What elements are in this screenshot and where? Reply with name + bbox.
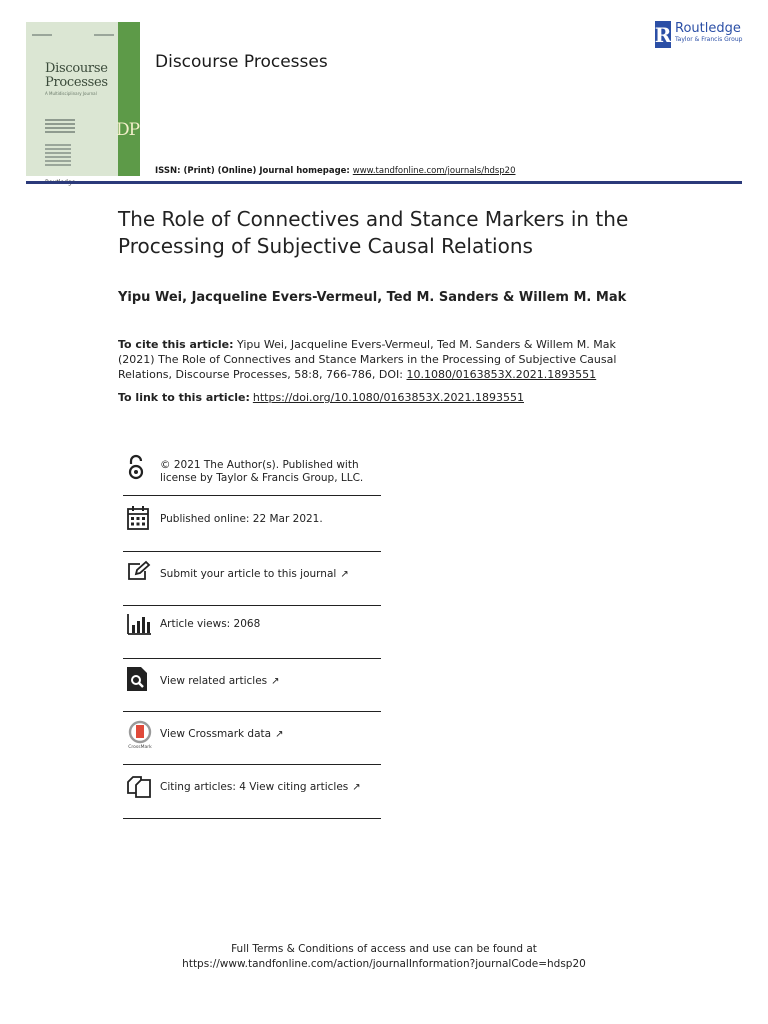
published-date: Published online: 22 Mar 2021. [160, 513, 323, 525]
svg-text:CrossMark: CrossMark [128, 745, 152, 750]
terms-url[interactable]: https://www.tandfonline.com/action/journalInformation?journalCode=hdsp20 [182, 958, 586, 970]
issn-label: ISSN: (Print) (Online) Journal homepage: [155, 166, 353, 176]
related-row[interactable] [123, 659, 381, 712]
citing-row[interactable] [123, 765, 381, 819]
article-title: The Role of Connectives and Stance Markers in the Processing of Subjective Causal Relations [118, 207, 629, 258]
cover-text-lines [45, 119, 75, 135]
article-url-link[interactable]: https://doi.org/10.1080/0163853X.2021.1893551 [252, 391, 524, 404]
cover-editor-lines [45, 144, 71, 168]
citation-block [118, 337, 638, 382]
routledge-r-icon: R [654, 22, 672, 47]
crossmark-link[interactable]: View Crossmark data [160, 728, 272, 740]
publisher-logo [655, 21, 742, 48]
article-views: Article views: 2068 [160, 618, 261, 630]
doi-link[interactable]: 10.1080/0163853X.2021.1893551 [406, 368, 597, 381]
related-search-icon [127, 667, 147, 695]
edit-icon [127, 561, 151, 585]
cover-stripe [118, 22, 140, 176]
license-line1: © 2021 The Author(s). Published with [160, 459, 359, 471]
article-authors: Yipu Wei, Jacqueline Evers-Vermeul, Ted M. Sanders & Willem M. Mak [118, 290, 627, 305]
license-line2: license by Taylor & Francis Group, LLC. [160, 472, 364, 484]
header-divider [26, 181, 742, 184]
external-link-icon: ↗ [271, 676, 280, 687]
crossmark-row[interactable] [123, 712, 381, 765]
citing-documents-icon [127, 776, 151, 802]
views-row [123, 606, 381, 659]
citing-articles-link[interactable]: Citing articles: 4 View citing articles [160, 781, 349, 793]
link-label: To link to this article: [118, 391, 250, 404]
submit-link[interactable]: Submit your article to this journal [160, 568, 337, 580]
external-link-icon: ↗ [340, 569, 349, 580]
open-access-icon [127, 455, 145, 485]
publisher-name: Routledge [675, 21, 741, 36]
cover-subtitle: A Multidisciplinary Journal [45, 91, 97, 96]
submit-row[interactable] [123, 552, 381, 606]
cover-monogram: DP [116, 120, 140, 140]
cover-top-marks [32, 34, 114, 36]
journal-homepage-link[interactable]: www.tandfonline.com/journals/hdsp20 [352, 166, 516, 176]
cite-text: Yipu Wei, Jacqueline Evers-Vermeul, Ted M. Sanders & Willem M. Mak (2021) The Role of Connectives and Stance Markers in the Processing of Subjective Causal Relations, Discourse Processes, 58:8, 766-786, DOI: [118, 338, 617, 381]
license-row [123, 448, 381, 496]
external-link-icon: ↗ [275, 729, 284, 740]
published-row [123, 496, 381, 552]
terms-footer [0, 942, 768, 972]
article-info-list [123, 448, 381, 819]
link-block [118, 391, 524, 404]
external-link-icon: ↗ [352, 782, 361, 793]
bar-chart-icon [127, 613, 151, 639]
journal-name: Discourse Processes [155, 52, 328, 72]
publisher-tagline: Taylor & Francis Group [675, 36, 743, 43]
cite-label: To cite this article: [118, 338, 234, 351]
issn-line [155, 166, 516, 176]
related-articles-link[interactable]: View related articles [160, 675, 268, 687]
cover-title: Discourse Processes [45, 61, 108, 90]
journal-cover-image [26, 22, 140, 176]
calendar-icon [127, 506, 149, 534]
crossmark-icon [127, 721, 153, 753]
terms-line: Full Terms & Conditions of access and use can be found at [231, 943, 537, 955]
